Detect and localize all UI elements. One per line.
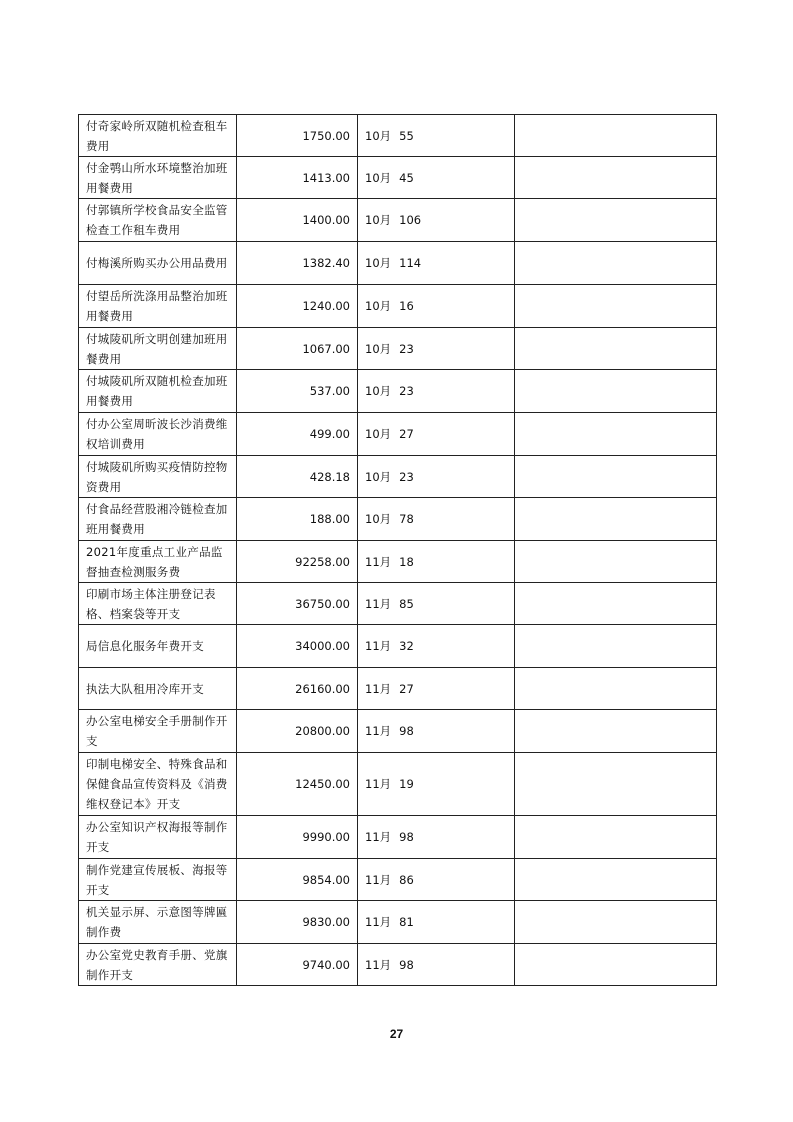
voucher-number: 55 bbox=[399, 128, 414, 143]
voucher-number: 27 bbox=[399, 427, 414, 441]
voucher-number: 114 bbox=[399, 256, 422, 270]
expense-amount: 1240.00 bbox=[237, 285, 358, 328]
voucher-cell bbox=[358, 199, 515, 242]
remark-cell bbox=[515, 583, 717, 625]
expense-description: 机关显示屏、示意图等牌匾制作费 bbox=[79, 901, 237, 944]
remark-cell bbox=[515, 944, 717, 986]
table-row bbox=[79, 242, 717, 285]
voucher-cell bbox=[358, 498, 515, 541]
voucher-cell bbox=[358, 242, 515, 285]
voucher-cell bbox=[358, 328, 515, 370]
expense-description: 付城陵矶所双随机检查加班用餐费用 bbox=[79, 370, 237, 413]
remark-cell bbox=[515, 710, 717, 753]
expense-amount: 1413.00 bbox=[237, 157, 358, 199]
voucher-cell bbox=[358, 668, 515, 710]
expense-description: 2021年度重点工业产品监督抽查检测服务费 bbox=[79, 541, 237, 583]
expense-table bbox=[78, 114, 717, 986]
voucher-month: 10月 bbox=[365, 512, 392, 526]
remark-cell bbox=[515, 115, 717, 157]
expense-amount: 9854.00 bbox=[237, 859, 358, 901]
table-row bbox=[79, 753, 717, 816]
expense-description: 局信息化服务年费开支 bbox=[79, 625, 237, 668]
voucher-number: 23 bbox=[399, 341, 414, 356]
expense-amount: 188.00 bbox=[237, 498, 358, 541]
remark-cell bbox=[515, 328, 717, 370]
remark-cell bbox=[515, 370, 717, 413]
voucher-number: 23 bbox=[399, 469, 414, 484]
expense-amount: 1382.40 bbox=[237, 242, 358, 285]
expense-description: 办公室党史教育手册、党旗制作开支 bbox=[79, 944, 237, 986]
voucher-number: 106 bbox=[399, 213, 422, 227]
table-row bbox=[79, 328, 717, 370]
expense-amount: 537.00 bbox=[237, 370, 358, 413]
expense-amount: 20800.00 bbox=[237, 710, 358, 753]
voucher-cell bbox=[358, 944, 515, 986]
table-row bbox=[79, 199, 717, 242]
remark-cell bbox=[515, 816, 717, 859]
expense-amount: 9830.00 bbox=[237, 901, 358, 944]
voucher-month: 11月 bbox=[365, 554, 392, 569]
voucher-month: 11月 bbox=[365, 639, 392, 653]
expense-amount: 12450.00 bbox=[237, 753, 358, 816]
expense-description: 印制电梯安全、特殊食品和保健食品宣传资料及《消费维权登记本》开支 bbox=[79, 753, 237, 816]
remark-cell bbox=[515, 413, 717, 456]
remark-cell bbox=[515, 157, 717, 199]
expense-description: 付郭镇所学校食品安全监管检查工作租车费用 bbox=[79, 199, 237, 242]
voucher-month: 10月 bbox=[365, 128, 392, 143]
expense-table-body bbox=[79, 115, 717, 986]
table-row bbox=[79, 816, 717, 859]
voucher-number: 98 bbox=[399, 957, 414, 972]
table-row bbox=[79, 456, 717, 498]
table-row bbox=[79, 157, 717, 199]
expense-description: 制作党建宣传展板、海报等开支 bbox=[79, 859, 237, 901]
expense-amount: 499.00 bbox=[237, 413, 358, 456]
voucher-month: 11月 bbox=[365, 957, 392, 972]
voucher-month: 10月 bbox=[365, 469, 392, 484]
voucher-number: 78 bbox=[399, 512, 414, 526]
voucher-month: 10月 bbox=[365, 341, 392, 356]
table-row bbox=[79, 901, 717, 944]
voucher-month: 10月 bbox=[365, 384, 392, 398]
expense-amount: 1067.00 bbox=[237, 328, 358, 370]
voucher-number: 16 bbox=[399, 299, 414, 313]
expense-amount: 9740.00 bbox=[237, 944, 358, 986]
expense-description: 执法大队租用冷库开支 bbox=[79, 668, 237, 710]
table-row bbox=[79, 541, 717, 583]
voucher-month: 10月 bbox=[365, 213, 392, 227]
voucher-cell bbox=[358, 413, 515, 456]
expense-amount: 26160.00 bbox=[237, 668, 358, 710]
voucher-cell bbox=[358, 901, 515, 944]
expense-description: 付望岳所洗涤用品整治加班用餐费用 bbox=[79, 285, 237, 328]
expense-amount: 9990.00 bbox=[237, 816, 358, 859]
voucher-cell bbox=[358, 456, 515, 498]
voucher-month: 11月 bbox=[365, 724, 392, 738]
remark-cell bbox=[515, 668, 717, 710]
voucher-month: 10月 bbox=[365, 427, 392, 441]
voucher-number: 86 bbox=[399, 872, 414, 887]
expense-description: 办公室知识产权海报等制作开支 bbox=[79, 816, 237, 859]
voucher-number: 32 bbox=[399, 639, 414, 653]
remark-cell bbox=[515, 901, 717, 944]
table-row bbox=[79, 944, 717, 986]
voucher-month: 10月 bbox=[365, 256, 392, 270]
voucher-month: 10月 bbox=[365, 170, 392, 185]
expense-amount: 92258.00 bbox=[237, 541, 358, 583]
voucher-month: 11月 bbox=[365, 830, 392, 844]
remark-cell bbox=[515, 285, 717, 328]
expense-description: 付城陵矶所购买疫情防控物资费用 bbox=[79, 456, 237, 498]
voucher-month: 11月 bbox=[365, 915, 392, 929]
table-row bbox=[79, 285, 717, 328]
expense-description: 付金鹗山所水环境整治加班用餐费用 bbox=[79, 157, 237, 199]
voucher-number: 81 bbox=[399, 915, 414, 929]
page-number: 27 bbox=[389, 1027, 404, 1041]
voucher-month: 11月 bbox=[365, 596, 392, 611]
remark-cell bbox=[515, 199, 717, 242]
voucher-cell bbox=[358, 157, 515, 199]
voucher-cell bbox=[358, 115, 515, 157]
voucher-number: 98 bbox=[399, 724, 414, 738]
remark-cell bbox=[515, 625, 717, 668]
expense-description: 付城陵矶所文明创建加班用餐费用 bbox=[79, 328, 237, 370]
expense-description: 付奇家岭所双随机检查租车费用 bbox=[79, 115, 237, 157]
expense-description: 付梅溪所购买办公用品费用 bbox=[79, 242, 237, 285]
voucher-cell bbox=[358, 370, 515, 413]
remark-cell bbox=[515, 859, 717, 901]
voucher-number: 45 bbox=[399, 170, 414, 185]
voucher-number: 18 bbox=[399, 554, 414, 569]
voucher-cell bbox=[358, 285, 515, 328]
table-row bbox=[79, 498, 717, 541]
table-row bbox=[79, 115, 717, 157]
table-row bbox=[79, 859, 717, 901]
table-row bbox=[79, 710, 717, 753]
expense-description: 印刷市场主体注册登记表格、档案袋等开支 bbox=[79, 583, 237, 625]
expense-amount: 428.18 bbox=[237, 456, 358, 498]
table-row bbox=[79, 668, 717, 710]
expense-amount: 1400.00 bbox=[237, 199, 358, 242]
voucher-month: 11月 bbox=[365, 872, 392, 887]
remark-cell bbox=[515, 242, 717, 285]
remark-cell bbox=[515, 541, 717, 583]
expense-description: 付食品经营股湘冷链检查加班用餐费用 bbox=[79, 498, 237, 541]
voucher-cell bbox=[358, 541, 515, 583]
remark-cell bbox=[515, 498, 717, 541]
table-row bbox=[79, 625, 717, 668]
voucher-number: 85 bbox=[399, 596, 414, 611]
table-row bbox=[79, 370, 717, 413]
expense-amount: 1750.00 bbox=[237, 115, 358, 157]
voucher-month: 11月 bbox=[365, 777, 392, 791]
voucher-number: 27 bbox=[399, 681, 414, 696]
table-row bbox=[79, 413, 717, 456]
voucher-month: 11月 bbox=[365, 681, 392, 696]
voucher-month: 10月 bbox=[365, 299, 392, 313]
voucher-number: 19 bbox=[399, 777, 414, 791]
expense-amount: 34000.00 bbox=[237, 625, 358, 668]
expense-description: 付办公室周昕波长沙消费维权培训费用 bbox=[79, 413, 237, 456]
voucher-cell bbox=[358, 625, 515, 668]
table-row bbox=[79, 583, 717, 625]
expense-amount: 36750.00 bbox=[237, 583, 358, 625]
voucher-cell bbox=[358, 753, 515, 816]
voucher-cell bbox=[358, 710, 515, 753]
voucher-cell bbox=[358, 859, 515, 901]
expense-description: 办公室电梯安全手册制作开支 bbox=[79, 710, 237, 753]
voucher-number: 23 bbox=[399, 384, 414, 398]
voucher-cell bbox=[358, 816, 515, 859]
voucher-number: 98 bbox=[399, 830, 414, 844]
voucher-cell bbox=[358, 583, 515, 625]
remark-cell bbox=[515, 456, 717, 498]
remark-cell bbox=[515, 753, 717, 816]
